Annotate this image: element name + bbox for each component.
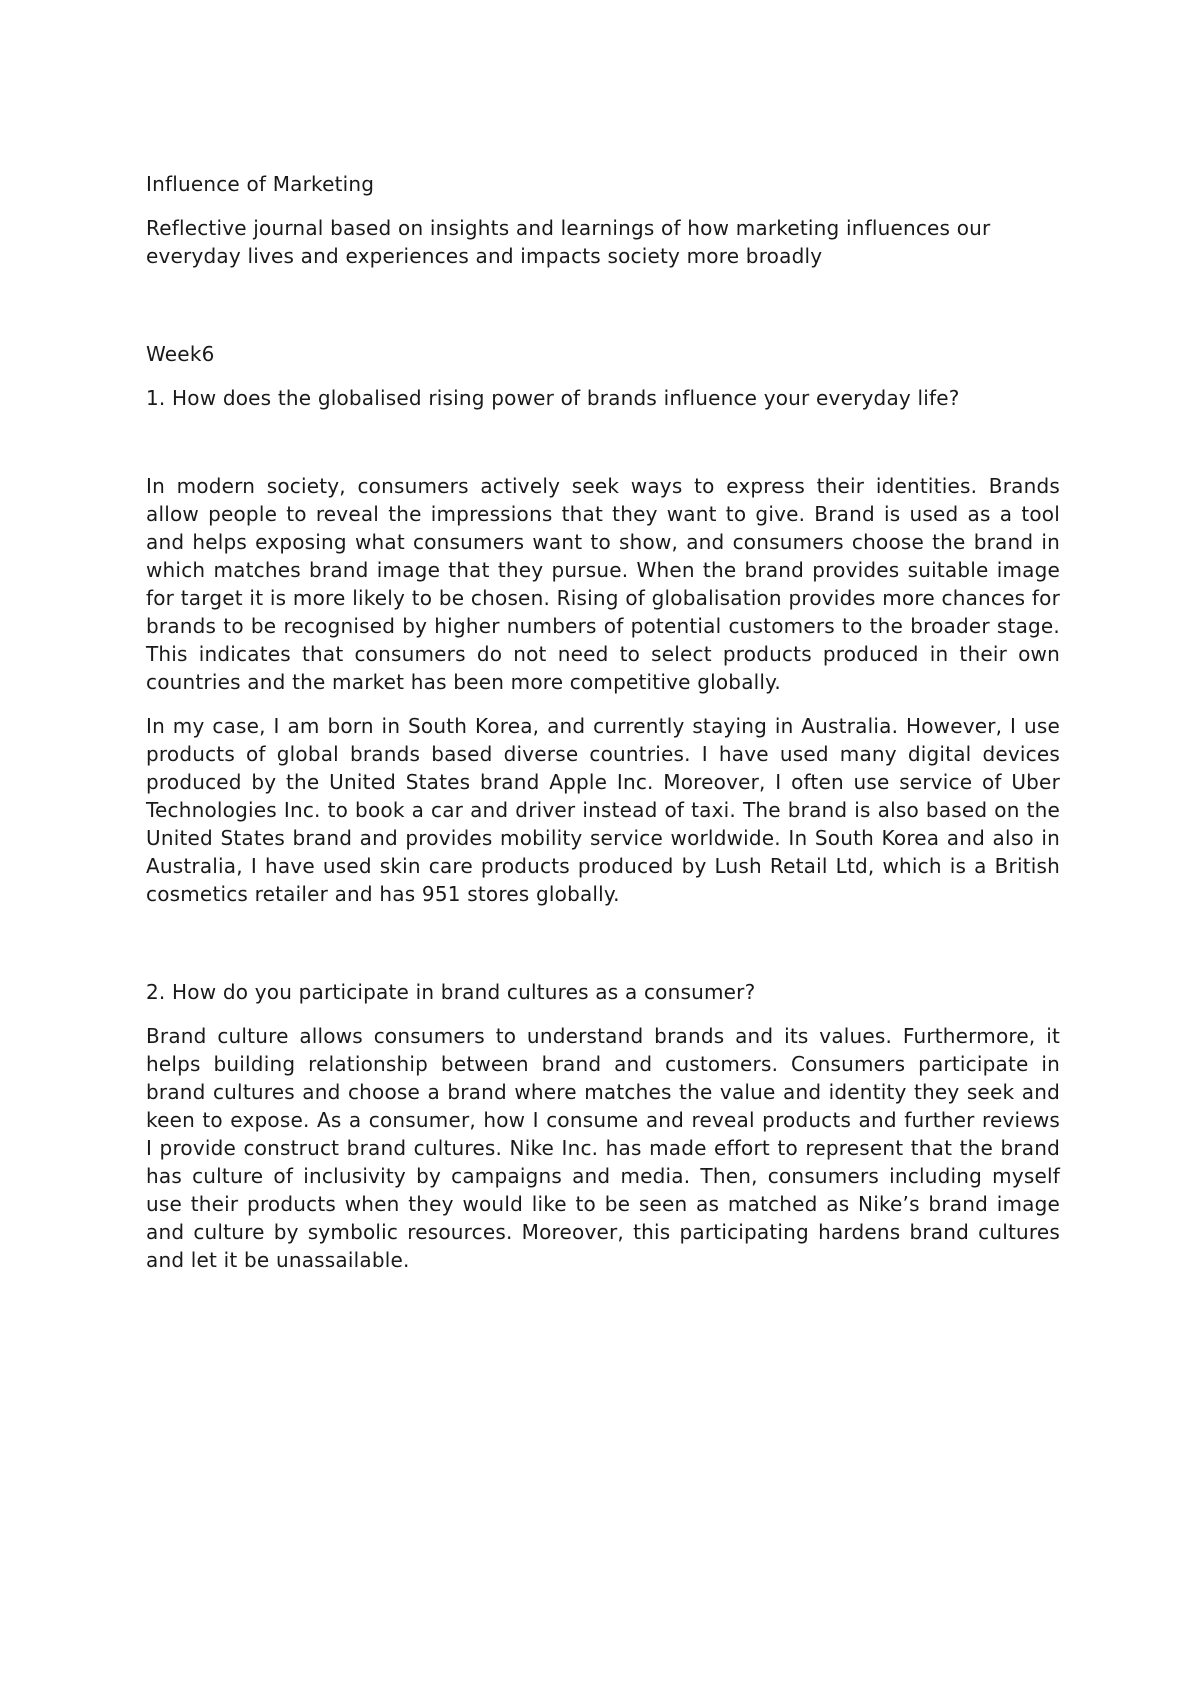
- week-heading: Week6: [146, 342, 215, 366]
- question-2: 2. How do you participate in brand cultures as a consumer?: [146, 980, 756, 1004]
- answer-2-paragraph-1: Brand culture allows consumers to understand brands and its values. Furthermore, it helps building relationship between brand and customers. Consumers participate in brand cultures and choose a brand where matches the value and identity they seek and keen to expose. As a consumer, how I consume and reveal products and further reviews I provide construct brand cultures. Nike Inc. has made effort to represent that the brand has culture of inclusivity by campaigns and media. Then, consumers including myself use their products when they would like to be seen as matched as Nike’s brand image and culture by symbolic resources. Moreover, this participating hardens brand cultures and let it be unassailable.: [146, 1024, 1060, 1272]
- document-subtitle: Reflective journal based on insights and learnings of how marketing influences our everyday lives and experiences and impacts society more broadly: [146, 216, 991, 268]
- document-body: [146, 170, 1060, 1290]
- answer-1-paragraph-1: In modern society, consumers actively seek ways to express their identities. Brands allow people to reveal the impressions that they want to give. Brand is used as a tool and helps exposing what consumers want to show, and consumers choose the brand in which matches brand image that they pursue. When the brand provides suitable image for target it is more likely to be chosen. Rising of globalisation provides more chances for brands to be recognised by higher numbers of potential customers to the broader stage. This indicates that consumers do not need to select products produced in their own countries and the market has been more competitive globally.: [146, 474, 1060, 694]
- document-title: Influence of Marketing: [146, 172, 375, 196]
- question-1: 1. How does the globalised rising power of brands influence your everyday life?: [146, 386, 960, 410]
- answer-1-paragraph-2: In my case, I am born in South Korea, and currently staying in Australia. However, I use products of global brands based diverse countries. I have used many digital devices produced by the United States brand Apple Inc. Moreover, I often use service of Uber Technologies Inc. to book a car and driver instead of taxi. The brand is also based on the United States brand and provides mobility service worldwide. In South Korea and also in Australia, I have used skin care products produced by Lush Retail Ltd, which is a British cosmetics retailer and has 951 stores globally.: [146, 714, 1060, 906]
